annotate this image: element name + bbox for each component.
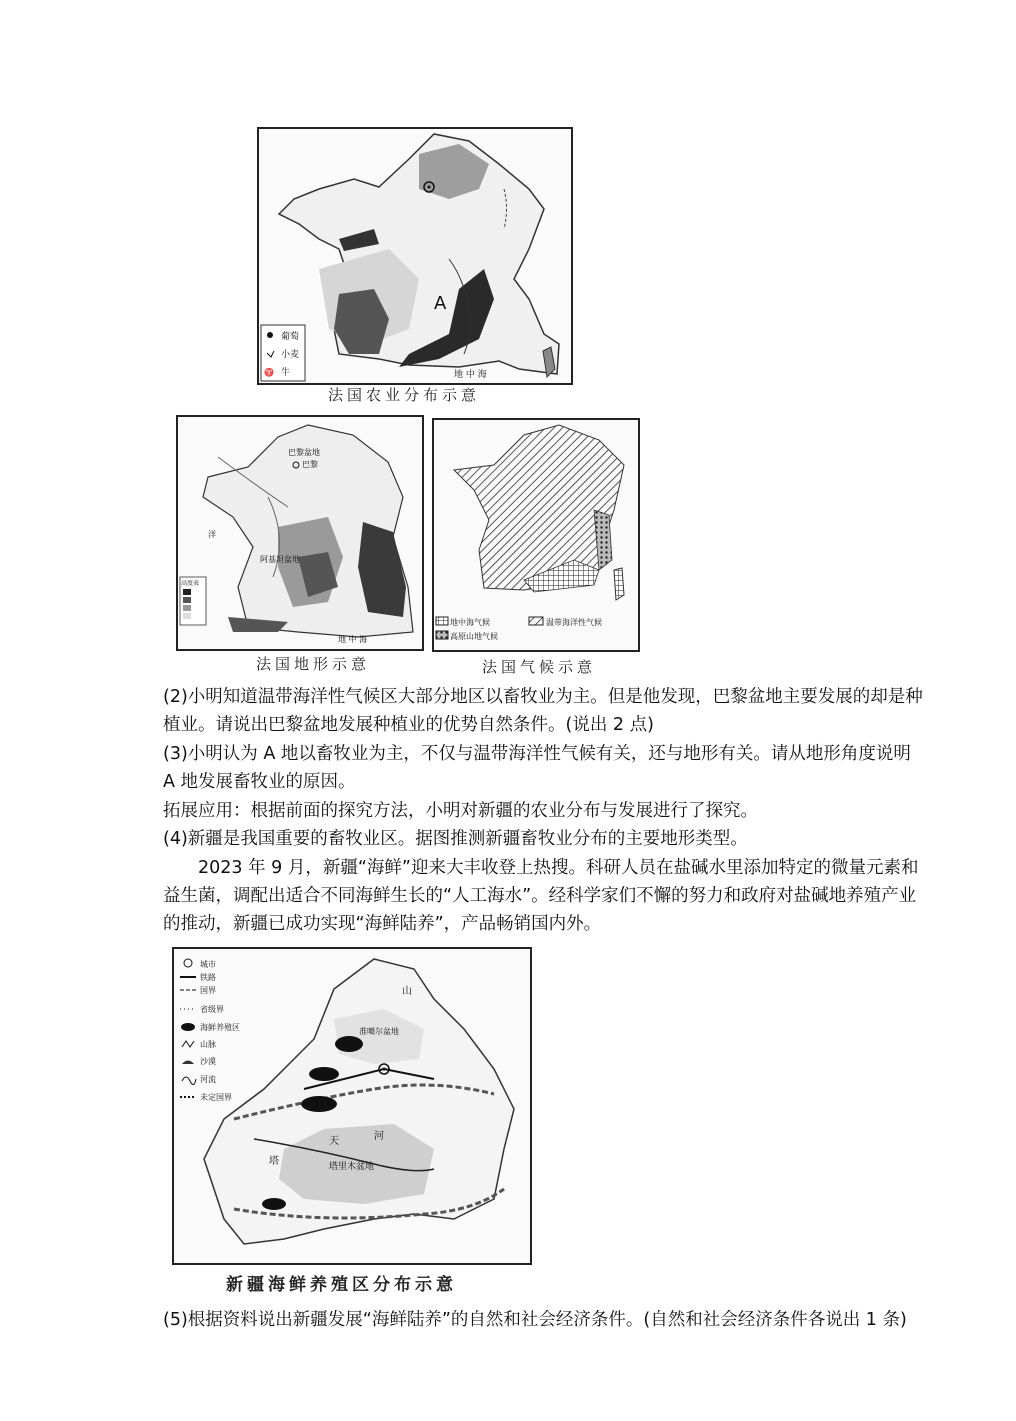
legend-seafood-area: 海鲜养殖区 <box>200 1023 240 1032</box>
france-terrain-map <box>176 415 424 651</box>
xinjiang-seafood-map <box>172 947 532 1265</box>
question-3: (3)小明认为 A 地以畜牧业为主，不仅与温带海洋性气候有关，还与地形有关。请从地形角度说明 A 地发展畜牧业的原因。 <box>163 744 911 792</box>
label-tarim-basin: 塔里木盆地 <box>329 1162 375 1172</box>
label-aquitaine: 阿基坦盆地 <box>260 555 300 564</box>
material-paragraph: 2023 年 9 月，新疆“海鲜”迎来大丰收登上热搜。科研人员在盐碱水里添加特定的微量元素和益生菌，调配出适合不同海鲜生长的“人工海水”。经科学家们不懈的努力和政府对盐碱地养殖产业的推动，新疆已成功实现“海鲜陆养”，产品畅销国内外。 <box>163 858 919 934</box>
legend-cattle: 牛 <box>281 368 291 378</box>
france-agriculture-map-graphic <box>259 129 571 383</box>
label-junggar-basin: 准噶尔盆地 <box>359 1027 399 1036</box>
label-med-sea-1: 地 中 海 <box>454 370 487 380</box>
svg-text:♈: ♈ <box>264 368 274 377</box>
legend-highland: 高原山地气候 <box>450 632 498 641</box>
legend-mountain: 山脉 <box>200 1040 216 1049</box>
label-a: A <box>434 293 447 314</box>
legend-river: 河流 <box>200 1075 216 1084</box>
caption-climate: 法国气候示意 <box>482 658 597 676</box>
legend-wheat: 小麦 <box>281 350 300 360</box>
legend-oceanic: 温带海洋性气候 <box>546 618 602 627</box>
france-agriculture-map <box>257 127 573 385</box>
label-tarim: 塔 <box>269 1156 279 1167</box>
label-river: 河 <box>374 1131 384 1142</box>
label-tian: 天 <box>329 1136 339 1147</box>
caption-agriculture: 法国农业分布示意 <box>328 386 481 404</box>
legend-border: 国界 <box>200 986 216 995</box>
legend-undetermined-border: 未定国界 <box>200 1093 232 1102</box>
france-terrain-map-graphic <box>178 417 422 649</box>
france-climate-map-graphic <box>434 420 638 650</box>
label-paris: 巴黎 <box>302 460 318 469</box>
legend-city: 城市 <box>200 960 216 969</box>
label-shan: 山 <box>402 986 412 997</box>
france-climate-map <box>432 418 640 652</box>
question-5: (5)根据资料说出新疆发展“海鲜陆养”的自然和社会经济条件。(自然和社会经济条件各说出 1 条) <box>163 1310 907 1330</box>
xinjiang-seafood-map-graphic <box>174 949 530 1263</box>
legend-desert: 沙漠 <box>200 1057 216 1066</box>
question-2: (2)小明知道温带海洋性气候区大部分地区以畜牧业为主。但是他发现，巴黎盆地主要发展的却是种植业。请说出巴黎盆地发展种植业的优势自然条件。(说出 2 点) <box>163 687 923 735</box>
legend-railway: 铁路 <box>200 973 216 982</box>
caption-terrain: 法国地形示意 <box>256 655 371 673</box>
label-paris-basin: 巴黎盆地 <box>288 448 320 457</box>
xinjiang-legend <box>180 959 240 1102</box>
label-med-sea-2: 地 中 海 <box>338 635 368 644</box>
label-ocean: 洋 <box>208 530 216 539</box>
legend-elevation-title: 高度表 <box>181 580 200 587</box>
question-4: (4)新疆是我国重要的畜牧业区。据图推测新疆畜牧业分布的主要地形类型。 <box>163 829 748 849</box>
extension-intro: 拓展应用：根据前面的探究方法，小明对新疆的农业分布与发展进行了探究。 <box>163 801 758 821</box>
legend-grape: 葡萄 <box>281 332 300 342</box>
caption-xinjiang: 新疆海鲜养殖区分布示意 <box>226 1275 457 1295</box>
legend-province-border: 省级界 <box>200 1005 224 1014</box>
legend-mediterranean: 地中海气候 <box>450 618 490 627</box>
